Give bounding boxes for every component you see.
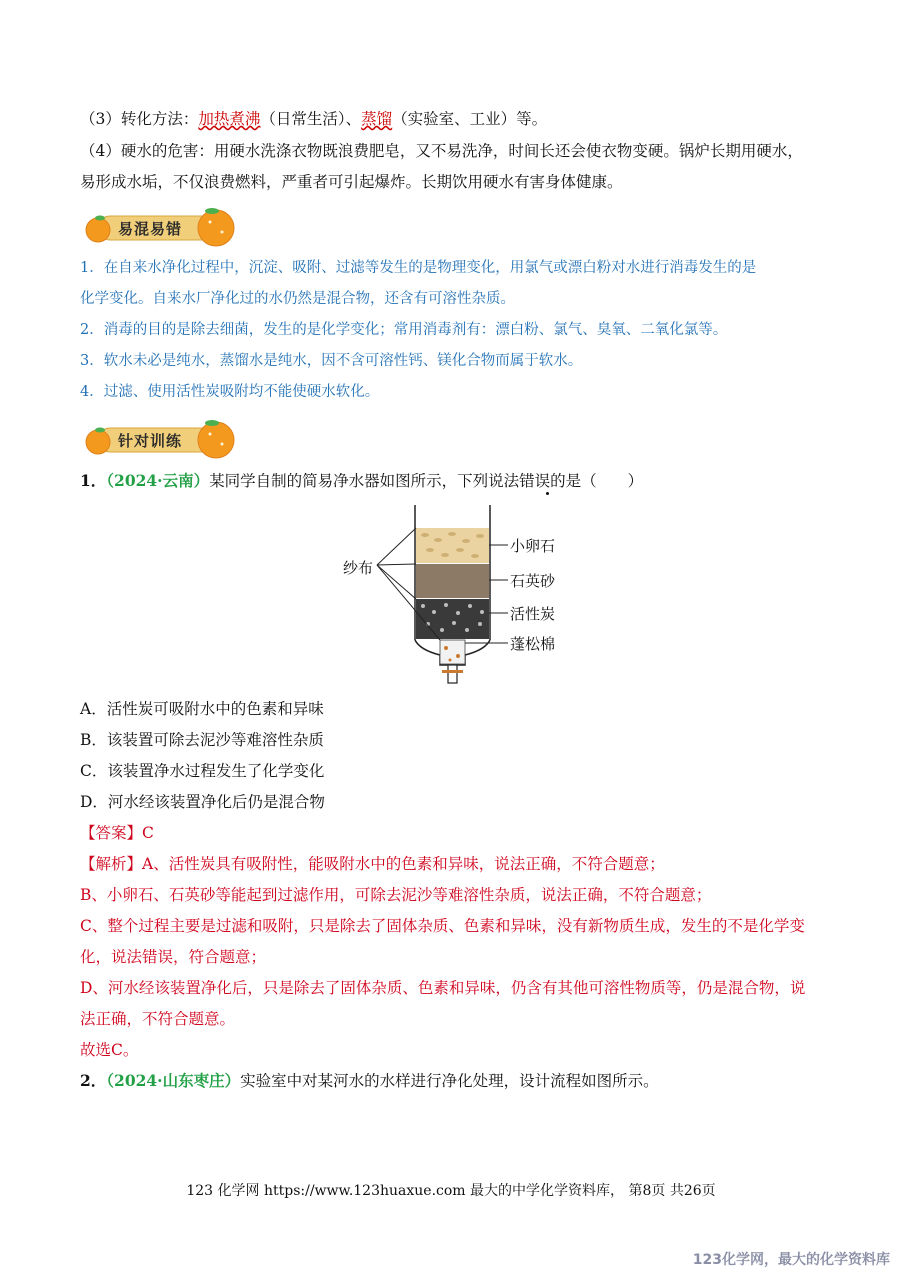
tip-line-1: 1．在自来水净化过程中，沉淀、吸附、过滤等发生的是物理变化，用氯气或漂白粉对水进行消毒发生的是 — [80, 260, 757, 276]
p3-mid: （日常生活）、 — [260, 110, 362, 128]
label-cotton: 蓬松棉 — [510, 635, 556, 653]
question-2-text: 实验室中对某河水的水样进行净化处理，设计流程如图所示。 — [240, 1072, 659, 1090]
tip-line-2: 化学变化。自来水厂净化过的水仍然是混合物，还含有可溶性杂质。 — [80, 291, 515, 307]
question-1-source: （2024·云南） — [106, 471, 210, 490]
tip-line-3: 2．消毒的目的是除去细菌，发生的是化学变化；常用消毒剂有：漂白粉、氯气、臭氧、二氧化氯等。 — [80, 322, 728, 338]
banner-confusion-label: 易混易错 — [118, 220, 183, 238]
analysis-line-4: 化，说法错误，符合题意； — [80, 948, 267, 966]
answer-value: C — [142, 824, 154, 842]
option-d: D．河水经该装置净化后仍是混合物 — [80, 793, 325, 811]
quartz-sand-layer — [416, 564, 489, 598]
question-1-text: 某同学自制的简易净水器如图所示，下列说法错误的是（ ） — [209, 472, 644, 490]
analysis-line-3: C、整个过程主要是过滤和吸附，只是除去了固体杂质、色素和异味，没有新物质生成，发生的不是化学变 — [80, 917, 805, 935]
term-boiling: 加热煮沸 — [198, 110, 261, 128]
site-watermark: 123化学网，最大的化学资料库 — [692, 1252, 890, 1268]
question-2-number: 2． — [80, 1071, 107, 1090]
p3-end: （实验室、工业）等。 — [392, 110, 548, 128]
tip-line-5: 4．过滤、使用活性炭吸附均不能使硬水软化。 — [80, 384, 380, 400]
label-quartz-sand: 石英砂 — [510, 572, 556, 590]
activated-carbon-layer — [416, 599, 489, 639]
tip-line-4: 3．软水未必是纯水，蒸馏水是纯水，因不含可溶性钙、镁化合物而属于软水。 — [80, 353, 583, 369]
term-distillation: 蒸馏 — [361, 110, 393, 128]
water-filter-diagram — [330, 500, 590, 695]
banner-training-label: 针对训练 — [118, 432, 183, 450]
banner-confusion — [84, 208, 236, 248]
paragraph-conversion-method — [80, 108, 547, 130]
analysis-text-1: A、活性炭具有吸附性，能吸附水中的色素和异味，说法正确，不符合题意； — [142, 855, 665, 873]
question-2-source: （2024·山东枣庄） — [106, 1071, 241, 1090]
label-pebbles: 小卵石 — [510, 537, 556, 555]
analysis-label: 【解析】 — [80, 855, 143, 873]
option-c: C．该装置净水过程发生了化学变化 — [80, 762, 325, 780]
cotton-layer — [440, 640, 465, 664]
paragraph-hard-water-harm-2: 易形成水垢，不仅浪费燃料，严重者可引起爆炸。长期饮用硬水有害身体健康。 — [80, 173, 623, 191]
analysis-line-1 — [80, 853, 665, 875]
label-activated-carbon: 活性炭 — [510, 605, 556, 623]
question-1-stem — [80, 470, 643, 492]
answer-label: 【答案】 — [80, 824, 143, 842]
p3-prefix: （3）转化方法： — [80, 110, 199, 128]
answer-line — [80, 822, 154, 844]
option-b: B．该装置可除去泥沙等难溶性杂质 — [80, 731, 324, 749]
analysis-line-6: 法正确，不符合题意。 — [80, 1010, 236, 1028]
analysis-line-2: B、小卵石、石英砂等能起到过滤作用，可除去泥沙等难溶性杂质，说法正确，不符合题意； — [80, 886, 712, 904]
analysis-line-5: D、河水经该装置净化后，只是除去了固体杂质、色素和异味，仍含有其他可溶性物质等，仍是混合物，说 — [80, 979, 806, 997]
emphasis-dot — [546, 492, 549, 495]
question-2-stem — [80, 1070, 659, 1092]
paragraph-hard-water-harm-1: （4）硬水的危害：用硬水洗涤衣物既浪费肥皂，又不易洗净，时间长还会使衣物变硬。锅炉长期用硬水， — [80, 142, 803, 160]
label-gauze: 纱布 — [343, 559, 374, 577]
option-a: A．活性炭可吸附水中的色素和异味 — [80, 700, 324, 718]
banner-training — [84, 420, 236, 460]
conclusion-line: 故选C。 — [80, 1041, 139, 1059]
page-footer: 123 化学网 https://www.123huaxue.com 最大的中学化学资料库， 第8页 共26页 — [186, 1183, 716, 1199]
question-1-number: 1． — [80, 471, 107, 490]
